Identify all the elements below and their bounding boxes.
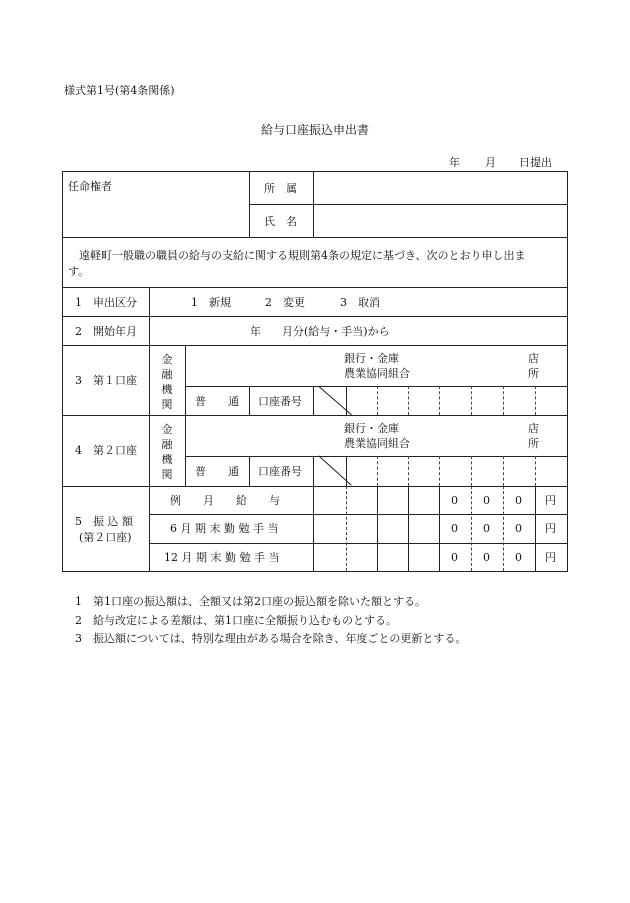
amount-unit: 円 (545, 551, 556, 564)
intro-text-line2: す。 (68, 265, 90, 278)
affiliation-field[interactable] (314, 172, 566, 204)
amount-digit: 0 (451, 494, 458, 507)
transfer-amount-label: 5 振 込 額 (75, 515, 133, 528)
note-3: 3 振込額については、特別な理由がある場合を除き、年度ごとの更新とする。 (75, 632, 467, 645)
amount-digit: 0 (515, 494, 522, 507)
account1-financial-institution-label: 金融機関 (161, 353, 173, 411)
account1-number-field[interactable] (347, 387, 566, 414)
account1-bank-line2: 農業協同組合 (344, 367, 410, 380)
start-month-unit: 月分(給与・手当)から (282, 325, 390, 338)
account2-financial-institution-label: 金融機関 (161, 423, 173, 481)
option-cancel[interactable]: 3 取消 (340, 296, 380, 309)
date-day-submit: 日提出 (519, 156, 552, 169)
account1-number-label: 口座番号 (258, 395, 302, 408)
amount-digit: 0 (515, 551, 522, 564)
account2-number-field[interactable] (347, 457, 566, 485)
account1-branch-line2: 所 (528, 367, 539, 380)
start-month-label: 2 開始年月 (75, 325, 137, 338)
option-change[interactable]: 2 変更 (265, 296, 305, 309)
account2-branch-line2: 所 (528, 437, 539, 450)
name-label: 氏 名 (264, 215, 297, 228)
date-month: 月 (485, 156, 496, 169)
transfer-amount-sublabel: (第２口座) (79, 531, 132, 544)
note-1: 1 第1口座の振込額は、全額又は第2口座の振込額を除いた額とする。 (75, 595, 426, 608)
account1-bank-line1: 銀行・金庫 (344, 352, 399, 365)
account1-branch-line1: 店 (528, 352, 539, 365)
account2-label: 4 第２口座 (75, 444, 137, 457)
appointer-field[interactable] (63, 194, 248, 236)
account2-bank-line1: 銀行・金庫 (344, 422, 399, 435)
name-field[interactable] (314, 205, 566, 237)
account1-label: 3 第１口座 (75, 374, 137, 387)
date-year: 年 (449, 156, 460, 169)
amount-unit: 円 (545, 522, 556, 535)
document-title: 給与口座振込申出書 (261, 123, 370, 137)
amount-june-bonus-label: 6 月 期 末 勤 勉 手 当 (170, 522, 279, 535)
appointer-label: 任命権者 (68, 180, 112, 193)
amount-digit: 0 (515, 522, 522, 535)
amount-digit: 0 (451, 551, 458, 564)
amount-digit: 0 (483, 494, 490, 507)
start-year-unit: 年 (250, 325, 261, 338)
amount-digit: 0 (483, 522, 490, 535)
amount-december-bonus-label: 12 月 期 末 勤 勉 手 当 (164, 551, 280, 564)
intro-text-line1: 遠軽町一般職の職員の給与の支給に関する規則第4条の規定に基づき、次のとおり申し出ま (79, 249, 526, 262)
amount-monthly-salary-label: 例 月 給 与 (170, 494, 280, 507)
account2-type: 普 通 (195, 465, 239, 478)
account2-branch-line1: 店 (528, 422, 539, 435)
account2-number-label: 口座番号 (258, 465, 302, 478)
form-label: 様式第1号(第4条関係) (64, 84, 175, 97)
account1-type: 普 通 (195, 395, 239, 408)
account2-bank-line2: 農業協同組合 (344, 437, 410, 450)
note-2: 2 給与改定による差額は、第1口座に全額振り込むものとする。 (75, 614, 397, 627)
application-type-label: 1 申出区分 (75, 296, 137, 309)
option-new[interactable]: 1 新規 (191, 296, 231, 309)
amount-digit: 0 (483, 551, 490, 564)
amount-digit: 0 (451, 522, 458, 535)
affiliation-label: 所 属 (264, 182, 297, 195)
amount-unit: 円 (545, 494, 556, 507)
